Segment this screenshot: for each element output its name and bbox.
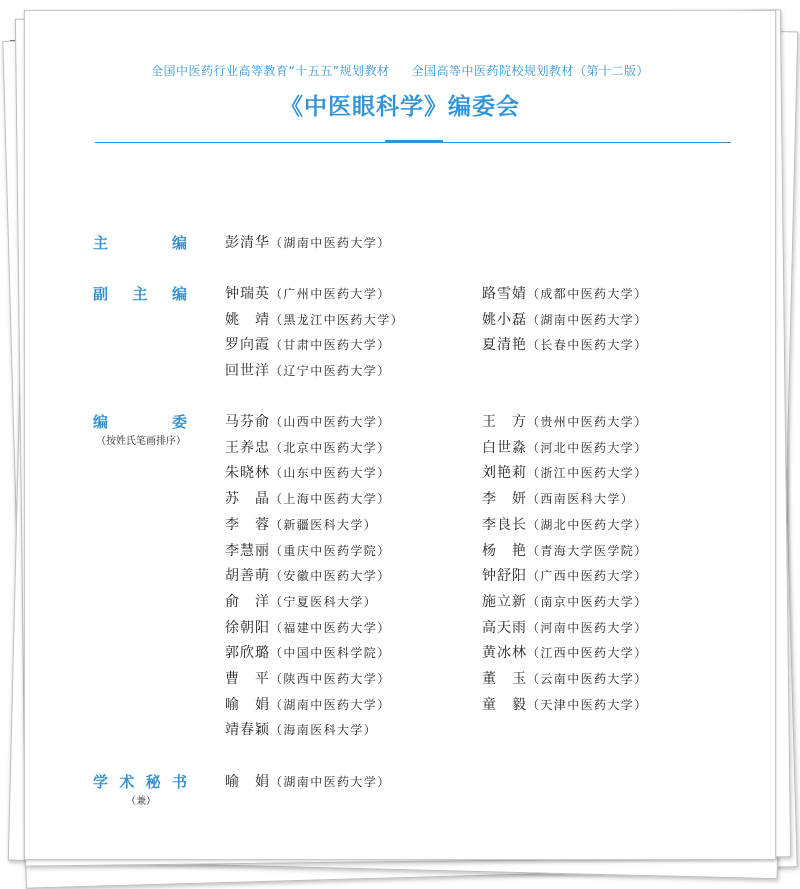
member-name: 李 妍 [482,491,527,508]
member-entry [482,462,648,482]
member-entry [482,283,648,303]
member-name: 白世淼 [482,439,527,456]
member-affiliation: （福建中医药大学） [270,620,391,635]
member-name: 杨 艳 [482,542,527,559]
member-name: 高天雨 [482,619,527,636]
member-affiliation: （天津中医药大学） [527,697,648,712]
section-label-char: 主 [132,285,148,303]
member-entry [225,462,391,482]
section-label-char: 委 [171,413,187,431]
member-affiliation: （山西中医药大学） [270,415,391,429]
member-affiliation: （陕西中医药大学） [270,672,391,686]
section-label-char: 术 [119,773,135,791]
member-entry [482,642,648,662]
member-entry [482,488,634,508]
member-entry [482,514,648,534]
section-label-char: 主 [93,234,109,252]
member-affiliation: （长春中医药大学） [527,338,648,353]
member-name: 苏 晶 [225,491,270,508]
section-sublabel: （兼） [126,796,156,807]
document-page [24,10,776,860]
member-entry [225,283,391,303]
section-label-char: 书 [171,773,187,791]
member-entry [225,334,391,354]
member-name: 俞 洋 [225,593,270,610]
member-entry [225,591,377,611]
section-label-char: 编 [93,413,109,431]
member-affiliation: （黑龙江中医药大学） [270,312,405,327]
member-affiliation: （辽宁中医药大学） [270,364,391,379]
member-entry [225,565,391,585]
member-affiliation: （甘肃中医药大学） [270,338,391,353]
member-name: 路雪婧 [482,286,527,302]
section-label [93,232,187,253]
title-divider-accent [385,140,443,143]
member-affiliation: （湖南中医药大学） [270,775,391,789]
member-affiliation: （广州中医药大学） [270,287,391,301]
member-entry [225,617,391,637]
member-name: 喻 娟 [225,696,270,713]
member-entry [225,694,391,714]
member-affiliation: （浙江中医药大学） [527,466,648,481]
series-left: 全国中医药行业高等教育“十五五”规划教材 [151,64,390,78]
member-name: 靖春颖 [225,722,270,739]
member-name: 童 毅 [482,696,527,713]
section-label-char: 编 [171,285,187,303]
member-name: 王 方 [482,414,527,430]
member-affiliation: （安徽中医药大学） [270,569,391,584]
member-affiliation: （河北中医药大学） [527,440,648,455]
section-sublabel: （按姓氏笔画排序） [96,436,186,447]
series-header [25,62,775,79]
member-name: 姚 靖 [225,311,270,328]
member-affiliation: （湖南中医药大学） [270,697,391,712]
member-entry [482,411,648,431]
member-name: 曹 平 [225,671,270,687]
member-entry [225,360,391,380]
member-name: 朱晓林 [225,465,270,482]
member-affiliation: （海南医科大学） [270,723,378,738]
member-affiliation: （宁夏医科大学） [270,594,378,609]
member-affiliation: （上海中医药大学） [270,492,391,507]
member-affiliation: （中国中医科学院） [270,646,391,661]
member-name: 李 蓉 [225,516,270,533]
member-affiliation: （江西中医药大学） [527,646,648,661]
member-entry [482,565,648,585]
member-name: 王养忠 [225,439,270,456]
member-affiliation: （广西中医药大学） [527,569,648,584]
member-name: 施立新 [482,593,527,610]
member-entry [482,694,648,714]
member-affiliation: （湖南中医药大学） [527,312,648,327]
member-name: 钟瑞英 [225,286,270,302]
member-name: 刘艳莉 [482,465,527,482]
member-entry [225,540,391,560]
member-name: 回世洋 [225,363,270,380]
member-entry [482,617,648,637]
member-entry [225,488,391,508]
member-entry [225,309,404,329]
member-name: 郭欣璐 [225,645,270,662]
member-affiliation: （西南医科大学） [527,492,635,507]
member-affiliation: （湖北中医药大学） [527,517,648,532]
member-entry [225,642,391,662]
member-name: 李慧丽 [225,542,270,559]
member-name: 夏清艳 [482,337,527,354]
member-entry [225,668,391,688]
section-label [93,283,187,304]
member-entry [482,668,648,688]
member-affiliation: （山东中医药大学） [270,466,391,481]
member-affiliation: （河南中医药大学） [527,620,648,635]
member-name: 李良长 [482,516,527,533]
section-label [93,771,187,792]
member-entry [482,334,648,354]
member-entry [225,514,377,534]
section-label-char: 编 [171,234,187,252]
member-name: 姚小磊 [482,311,527,328]
section-label-char: 学 [93,773,109,791]
section-label [93,411,187,432]
member-name: 黄冰林 [482,645,527,662]
member-affiliation: （云南中医药大学） [527,672,648,686]
series-right: 全国高等中医药院校规划教材（第十二版） [411,64,649,78]
member-affiliation: （青海大学医学院） [527,543,648,558]
member-affiliation: （成都中医药大学） [527,287,648,301]
member-name: 董 玉 [482,671,527,687]
member-entry [482,437,648,457]
section-label-char: 副 [93,285,109,303]
member-affiliation: （重庆中医药学院） [270,543,391,558]
member-name: 钟舒阳 [482,568,527,585]
member-name: 徐朝阳 [225,619,270,636]
member-affiliation: （贵州中医药大学） [527,415,648,429]
page-title: 《中医眼科学》编委会 [280,94,520,120]
member-entry [225,232,391,252]
member-entry [225,411,391,431]
member-entry [482,591,648,611]
member-entry [225,771,391,791]
member-name: 喻 娟 [225,774,270,790]
member-affiliation: （北京中医药大学） [270,440,391,455]
member-name: 胡善萌 [225,568,270,585]
member-entry [225,437,391,457]
member-affiliation: （湖南中医药大学） [270,236,391,250]
member-entry [482,309,648,329]
member-name: 罗向霞 [225,337,270,354]
member-name: 马芬俞 [225,414,270,430]
section-label-char: 秘 [145,773,161,791]
member-affiliation: （新疆医科大学） [270,517,378,532]
member-entry [225,719,377,739]
member-affiliation: （南京中医药大学） [527,594,648,609]
member-name: 彭清华 [225,235,270,251]
member-entry [482,540,648,560]
